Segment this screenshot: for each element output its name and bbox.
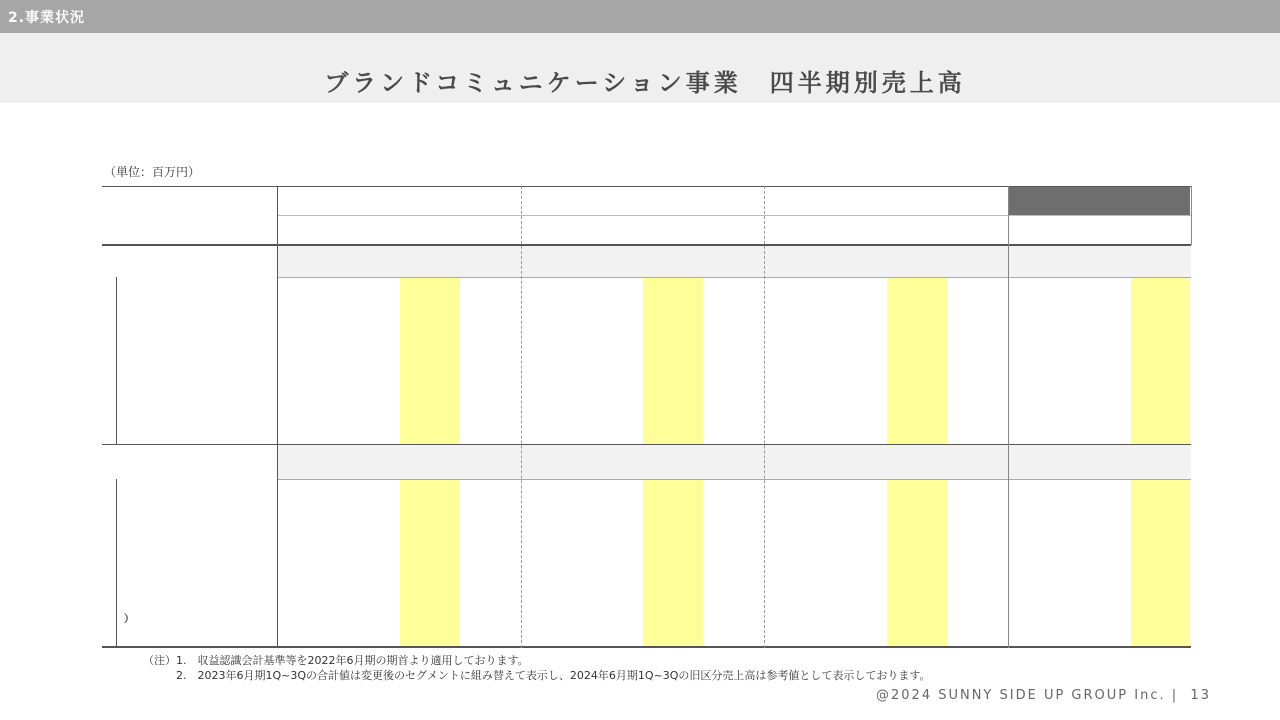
note-2: 2. 2023年6月期1Q~3Qの合計値は変更後のセグメントに組み替えて表示し、2024年6月期1Q~3Qの旧区分売上高は参考値として表示しております。 (143, 669, 931, 682)
rule-header-bottom (102, 244, 1191, 246)
highlight-col-10-s2 (887, 479, 947, 647)
cumulative-row-label-3 (124, 611, 134, 625)
vrule-right (1191, 186, 1192, 245)
note-1: （注）1. 収益認識会計基準等を2022年6月期の期首より適用しております。 (143, 654, 529, 667)
footer (876, 688, 1211, 703)
vrule-year-4 (521, 186, 522, 648)
highlight-current-col-s2 (1131, 479, 1191, 647)
rule-quarter (277, 215, 1191, 216)
vrule-label-col (277, 186, 278, 648)
highlight-col-6-s1 (643, 278, 703, 445)
section1-band (277, 246, 1191, 277)
section2-band (277, 445, 1191, 479)
page-number: 13 (1190, 688, 1211, 703)
rule-section-divider (102, 444, 1191, 445)
rule-bottom (102, 646, 1191, 648)
section-bar (0, 0, 1280, 33)
cumulative-row-label-suffix: ） (124, 614, 134, 625)
highlight-col-6-s2 (643, 479, 703, 647)
rule-top (102, 186, 1191, 187)
page-title: ブランドコミュニケーション事業 四半期別売上高 (324, 69, 966, 97)
vrule-indent-1 (116, 277, 117, 445)
rule-section2-band (277, 479, 1191, 480)
current-year-header-bg (1008, 187, 1191, 215)
copyright: @2024 SUNNY SIDE UP GROUP Inc. (876, 688, 1166, 703)
rule-section1-band (277, 277, 1191, 278)
vrule-year-12 (1008, 186, 1009, 648)
unit-label: （単位：百万円） (104, 165, 201, 179)
vrule-indent-2 (116, 479, 117, 647)
highlight-col-2-s2 (400, 479, 460, 647)
section-label: 2.事業状況 (8, 10, 86, 26)
highlight-current-col-s1 (1131, 278, 1191, 445)
highlight-col-2-s1 (400, 278, 460, 445)
footer-separator: | (1171, 688, 1179, 703)
highlight-col-10-s1 (887, 278, 947, 445)
vrule-year-8 (764, 186, 765, 648)
